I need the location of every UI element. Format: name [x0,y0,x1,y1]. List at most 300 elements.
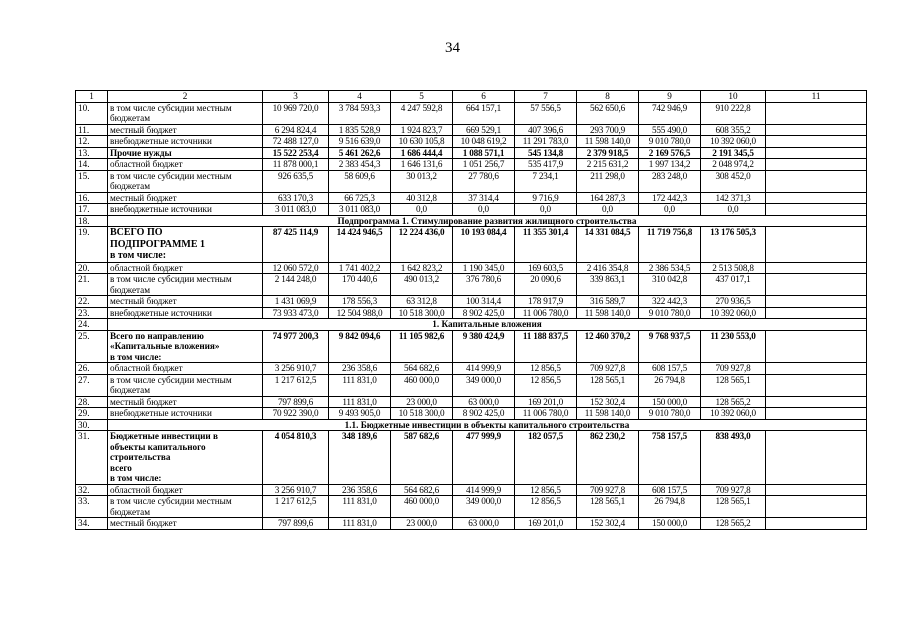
value-cell: 0,0 [391,204,453,216]
row-label-line: в том числе: [110,473,162,483]
value-cell: 11 006 780,0 [515,307,577,319]
row-number: 27. [76,374,108,396]
value-cell [766,170,867,192]
value-cell: 608 157,5 [639,363,701,375]
column-header: 10 [701,91,766,103]
row-label [108,330,263,363]
column-header: 11 [766,91,867,103]
row-number: 33. [76,496,108,518]
row-number: 21. [76,274,108,296]
row-number: 19. [76,227,108,263]
value-cell: 709 927,8 [701,484,766,496]
value-cell: 460 000,0 [391,496,453,518]
column-header: 4 [329,91,391,103]
value-cell: 72 488 127,0 [263,136,329,148]
value-cell: 407 396,6 [515,124,577,136]
value-cell: 1 997 134,2 [639,159,701,171]
value-cell: 11 230 553,0 [701,330,766,363]
value-cell [766,484,867,496]
value-cell: 128 565,2 [701,396,766,408]
value-cell: 164 287,3 [577,192,639,204]
table-row [76,496,867,518]
value-cell: 437 017,1 [701,274,766,296]
row-number: 15. [76,170,108,192]
row-label-line: областной бюджет [110,262,183,273]
value-cell: 608 355,2 [701,124,766,136]
value-cell: 460 000,0 [391,374,453,396]
value-cell [766,227,867,263]
row-label-line: местный бюджет [110,296,177,306]
row-label-line: ВСЕГО ПО [110,227,163,238]
value-cell [766,147,867,159]
value-cell: 1 217 612,5 [263,374,329,396]
value-cell: 128 565,1 [701,496,766,518]
table-row [76,396,867,408]
value-cell: 12 460 370,2 [577,330,639,363]
row-label-line: в том числе субсидии местным [110,496,232,506]
value-cell: 169 201,0 [515,518,577,530]
value-cell: 23 000,0 [391,518,453,530]
value-cell: 3 784 593,3 [329,102,391,124]
value-cell: 1 190 345,0 [453,262,515,274]
value-cell: 10 518 300,0 [391,408,453,420]
column-header-row [76,91,867,103]
value-cell: 709 927,8 [577,363,639,375]
row-number: 11. [76,124,108,136]
value-cell: 152 302,4 [577,518,639,530]
row-label [108,374,263,396]
value-cell [766,496,867,518]
row-label-line: бюджетам [110,113,151,123]
value-cell: 2 416 354,8 [577,262,639,274]
row-label [108,170,263,192]
value-cell: 0,0 [453,204,515,216]
value-cell: 9 768 937,5 [639,330,701,363]
value-cell: 0,0 [639,204,701,216]
value-cell: 414 999,9 [453,484,515,496]
value-cell: 63 312,8 [391,296,453,308]
section-title: 1.1. Бюджетные инвестиции в объекты капитального строительства [108,419,867,431]
value-cell: 797 899,6 [263,396,329,408]
value-cell: 709 927,8 [577,484,639,496]
row-label-line: внебюджетные источники [110,307,212,318]
value-cell: 7 234,1 [515,170,577,192]
value-cell: 608 157,5 [639,484,701,496]
value-cell: 12 224 436,0 [391,227,453,263]
table-row [76,408,867,420]
value-cell: 37 314,4 [453,192,515,204]
value-cell: 9 516 639,0 [329,136,391,148]
table-row [76,307,867,319]
value-cell: 27 780,6 [453,170,515,192]
page-number: 34 [445,40,460,56]
value-cell: 5 461 262,6 [329,147,391,159]
row-label [108,431,263,485]
table-row [76,204,867,216]
row-number: 28. [76,396,108,408]
value-cell [766,307,867,319]
section-row [76,419,867,431]
value-cell: 477 999,9 [453,431,515,485]
value-cell: 63 000,0 [453,518,515,530]
table-row [76,262,867,274]
value-cell: 742 946,9 [639,102,701,124]
row-label [108,102,263,124]
value-cell: 4 247 592,8 [391,102,453,124]
row-label-line: в том числе субсидии местным [110,102,232,113]
value-cell: 293 700,9 [577,124,639,136]
value-cell: 587 682,6 [391,431,453,485]
row-number: 13. [76,147,108,159]
table-row [76,330,867,363]
value-cell: 1 741 402,2 [329,262,391,274]
table-row [76,192,867,204]
row-number: 10. [76,102,108,124]
value-cell: 3 011 083,0 [329,204,391,216]
value-cell [766,330,867,363]
value-cell: 13 176 505,3 [701,227,766,263]
value-cell: 664 157,1 [453,102,515,124]
value-cell [766,396,867,408]
value-cell: 11 006 780,0 [515,408,577,420]
value-cell: 73 933 473,0 [263,307,329,319]
value-cell: 0,0 [515,204,577,216]
value-cell: 111 831,0 [329,396,391,408]
row-number: 16. [76,192,108,204]
value-cell: 3 256 910,7 [263,484,329,496]
value-cell: 23 000,0 [391,396,453,408]
section-row [76,215,867,227]
budget-table [75,90,867,530]
value-cell: 236 358,6 [329,363,391,375]
value-cell [766,124,867,136]
value-cell: 376 780,6 [453,274,515,296]
value-cell: 270 936,5 [701,296,766,308]
value-cell: 2 379 918,5 [577,147,639,159]
value-cell: 169 603,5 [515,262,577,274]
row-label-line: внебюджетные источники [110,136,212,146]
column-header: 5 [391,91,453,103]
value-cell: 152 302,4 [577,396,639,408]
table-row [76,296,867,308]
column-header: 9 [639,91,701,103]
value-cell: 63 000,0 [453,396,515,408]
row-label [108,124,263,136]
value-cell: 10 193 084,4 [453,227,515,263]
row-label-line: местный бюджет [110,518,177,528]
value-cell: 535 417,9 [515,159,577,171]
value-cell [766,374,867,396]
row-number: 25. [76,330,108,363]
value-cell: 9 010 780,0 [639,307,701,319]
row-number: 31. [76,431,108,485]
table-row [76,484,867,496]
value-cell: 339 863,1 [577,274,639,296]
value-cell: 128 565,1 [701,374,766,396]
row-label-line: в том числе субсидии местным [110,274,232,284]
value-cell: 128 565,1 [577,496,639,518]
value-cell: 182 057,5 [515,431,577,485]
value-cell: 545 134,8 [515,147,577,159]
column-header: 1 [76,91,108,103]
value-cell: 14 331 084,5 [577,227,639,263]
row-number: 30. [76,419,108,431]
value-cell: 40 312,8 [391,192,453,204]
row-label [108,227,263,263]
value-cell: 709 927,8 [701,363,766,375]
row-label-line: Бюджетные инвестиции в [110,431,218,441]
value-cell: 910 222,8 [701,102,766,124]
row-label [108,307,263,319]
value-cell: 12 856,5 [515,496,577,518]
value-cell: 20 090,6 [515,274,577,296]
value-cell: 178 917,9 [515,296,577,308]
column-header: 3 [263,91,329,103]
value-cell: 283 248,0 [639,170,701,192]
value-cell: 669 529,1 [453,124,515,136]
value-cell: 1 835 528,9 [329,124,391,136]
value-cell: 11 598 140,0 [577,136,639,148]
row-number: 12. [76,136,108,148]
row-number: 14. [76,159,108,171]
value-cell: 10 392 060,0 [701,136,766,148]
value-cell: 74 977 200,3 [263,330,329,363]
value-cell: 70 922 390,0 [263,408,329,420]
value-cell: 11 598 140,0 [577,408,639,420]
value-cell: 169 201,0 [515,396,577,408]
value-cell: 11 291 783,0 [515,136,577,148]
row-label-line: бюджетам [110,385,151,395]
row-label [108,204,263,216]
value-cell: 2 169 576,5 [639,147,701,159]
table-row [76,274,867,296]
value-cell [766,296,867,308]
value-cell: 758 157,5 [639,431,701,485]
section-title: Подпрограмма 1. Стимулирование развития жилищного строительства [108,215,867,227]
table-row [76,374,867,396]
table-body [76,91,867,530]
value-cell: 111 831,0 [329,518,391,530]
value-cell: 2 383 454,3 [329,159,391,171]
value-cell: 1 924 823,7 [391,124,453,136]
value-cell: 11 719 756,8 [639,227,701,263]
column-header: 8 [577,91,639,103]
section-row [76,319,867,331]
row-number: 17. [76,204,108,216]
value-cell: 490 013,2 [391,274,453,296]
value-cell: 10 392 060,0 [701,408,766,420]
value-cell: 58 609,6 [329,170,391,192]
row-label [108,262,263,274]
row-number: 34. [76,518,108,530]
value-cell: 1 217 612,5 [263,496,329,518]
value-cell: 9 716,9 [515,192,577,204]
value-cell: 2 215 631,2 [577,159,639,171]
value-cell [766,159,867,171]
row-number: 22. [76,296,108,308]
row-label-line: областной бюджет [110,484,183,495]
value-cell: 128 565,1 [577,374,639,396]
value-cell: 0,0 [701,204,766,216]
value-cell: 308 452,0 [701,170,766,192]
value-cell [766,408,867,420]
row-label-line: областной бюджет [110,363,183,373]
value-cell [766,102,867,124]
row-label [108,136,263,148]
value-cell: 128 565,2 [701,518,766,530]
row-label-line: внебюджетные источники [110,408,212,418]
row-label-line: бюджетам [110,284,151,295]
value-cell: 633 170,3 [263,192,329,204]
row-label [108,484,263,496]
row-label-line: всего [110,462,132,473]
table-row [76,227,867,263]
value-cell [766,204,867,216]
value-cell: 3 011 083,0 [263,204,329,216]
value-cell [766,363,867,375]
value-cell: 2 144 248,0 [263,274,329,296]
row-label-line: бюджетам [110,506,151,517]
value-cell: 150 000,0 [639,396,701,408]
value-cell: 10 518 300,0 [391,307,453,319]
value-cell: 100 314,4 [453,296,515,308]
row-label-line: в том числе: [110,351,162,362]
row-label [108,192,263,204]
value-cell [766,274,867,296]
value-cell: 150 000,0 [639,518,701,530]
value-cell: 1 642 823,2 [391,262,453,274]
table-row [76,102,867,124]
value-cell: 10 630 105,8 [391,136,453,148]
value-cell: 1 088 571,1 [453,147,515,159]
column-header: 7 [515,91,577,103]
table-row [76,147,867,159]
value-cell: 11 598 140,0 [577,307,639,319]
value-cell: 12 856,5 [515,363,577,375]
table-row [76,170,867,192]
value-cell: 310 042,8 [639,274,701,296]
row-label-line: бюджетам [110,181,151,191]
row-number: 32. [76,484,108,496]
value-cell: 9 010 780,0 [639,408,701,420]
row-label-line: местный бюджет [110,124,177,135]
value-cell: 4 054 810,3 [263,431,329,485]
value-cell: 12 856,5 [515,484,577,496]
value-cell: 348 189,6 [329,431,391,485]
value-cell [766,262,867,274]
value-cell: 10 392 060,0 [701,307,766,319]
value-cell: 1 431 069,9 [263,296,329,308]
value-cell: 11 105 982,6 [391,330,453,363]
value-cell: 66 725,3 [329,192,391,204]
value-cell: 170 440,6 [329,274,391,296]
table-row [76,518,867,530]
value-cell: 1 646 131,6 [391,159,453,171]
row-label-line: объекты капитального [110,441,206,452]
value-cell [766,431,867,485]
value-cell [766,192,867,204]
value-cell: 564 682,6 [391,484,453,496]
table-row [76,159,867,171]
row-label-line: «Капитальные вложения» [110,341,220,351]
value-cell: 9 010 780,0 [639,136,701,148]
value-cell: 9 842 094,6 [329,330,391,363]
value-cell: 11 188 837,5 [515,330,577,363]
row-label-line: ПОДПРОГРАММЕ 1 [110,238,206,250]
value-cell: 15 522 253,4 [263,147,329,159]
value-cell: 862 230,2 [577,431,639,485]
row-number: 26. [76,363,108,375]
row-label-line: в том числе субсидии местным [110,170,232,181]
value-cell [766,136,867,148]
column-header: 6 [453,91,515,103]
value-cell: 236 358,6 [329,484,391,496]
value-cell: 322 442,3 [639,296,701,308]
row-number: 20. [76,262,108,274]
row-label-line: местный бюджет [110,192,177,203]
row-label-line: в том числе субсидии местным [110,374,232,385]
value-cell: 11 878 000,1 [263,159,329,171]
row-label-line: местный бюджет [110,396,177,407]
value-cell: 26 794,8 [639,496,701,518]
value-cell: 564 682,6 [391,363,453,375]
value-cell: 87 425 114,9 [263,227,329,263]
value-cell: 316 589,7 [577,296,639,308]
value-cell: 6 294 824,4 [263,124,329,136]
row-label-line: в том числе: [110,250,167,261]
value-cell: 142 371,3 [701,192,766,204]
value-cell: 2 191 345,5 [701,147,766,159]
value-cell: 10 048 619,2 [453,136,515,148]
value-cell: 178 556,3 [329,296,391,308]
value-cell: 111 831,0 [329,374,391,396]
value-cell: 10 969 720,0 [263,102,329,124]
value-cell: 14 424 946,5 [329,227,391,263]
row-label [108,518,263,530]
row-label [108,296,263,308]
row-label [108,396,263,408]
value-cell: 1 686 444,4 [391,147,453,159]
value-cell: 12 060 572,0 [263,262,329,274]
value-cell: 926 635,5 [263,170,329,192]
value-cell: 349 000,0 [453,374,515,396]
value-cell: 111 831,0 [329,496,391,518]
value-cell: 414 999,9 [453,363,515,375]
value-cell: 2 386 534,5 [639,262,701,274]
table-row [76,136,867,148]
value-cell: 562 650,6 [577,102,639,124]
value-cell: 172 442,3 [639,192,701,204]
column-header: 2 [108,91,263,103]
value-cell: 9 493 905,0 [329,408,391,420]
row-label [108,147,263,159]
row-label [108,363,263,375]
value-cell: 838 493,0 [701,431,766,485]
row-label-line: Всего по направлению [110,330,204,341]
value-cell: 3 256 910,7 [263,363,329,375]
row-label [108,496,263,518]
value-cell: 797 899,6 [263,518,329,530]
table-row [76,124,867,136]
value-cell: 555 490,0 [639,124,701,136]
value-cell: 12 856,5 [515,374,577,396]
row-number: 29. [76,408,108,420]
row-label [108,159,263,171]
value-cell: 26 794,8 [639,374,701,396]
value-cell: 8 902 425,0 [453,408,515,420]
table-row [76,363,867,375]
value-cell: 349 000,0 [453,496,515,518]
